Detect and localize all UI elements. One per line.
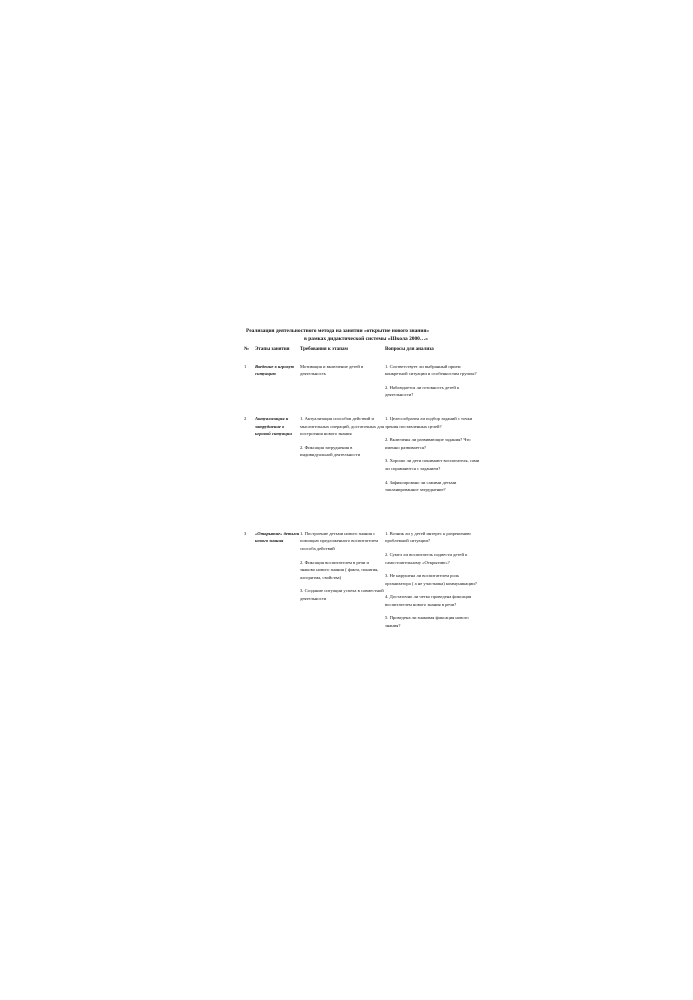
header-questions: Вопросы для анализа — [385, 347, 434, 352]
question-item: 3. Хорошо ли дети понимают воспитателя, сами ли справляются с заданием? — [385, 458, 480, 471]
requirements-cell — [300, 528, 385, 636]
header-stage: Этапы занятия — [255, 347, 290, 352]
question-item: 2. Включены ли развивающие задания? Что именно развивается? — [385, 437, 471, 450]
requirement-item: 1. Актуализация способов действий и мыслительных операций, достаточных для построения нового знания — [300, 415, 384, 437]
stage-name: Актуализация и затруднение в игровой ситуации — [255, 415, 292, 437]
requirement-item: 2. Фиксация затруднения в индивидуальной деятельности — [300, 444, 361, 458]
question-item: 4. Зафиксировано ли самими детьми запланированное затруднение? — [385, 479, 457, 493]
question-item: 3. Не нарушена ли воспитателем роль организатора ( а не участника) коммуникации? — [385, 573, 477, 586]
stage-name: «Открытие» детьми нового знания — [255, 530, 300, 544]
title-line-1: Реализация деятельностного метода на занятии «открытие нового знания» — [246, 328, 430, 334]
row-number: 1 — [244, 363, 247, 369]
question-item: 1. Целесообразен ли подбор заданий с точки зрения поставленных целей? — [385, 415, 473, 429]
requirements-cell — [300, 411, 385, 528]
requirement-item: 2. Фиксация воспитателем в речи и знаково нового знания ( факта, понятия, алгоритма, свойства) — [300, 559, 379, 580]
row-number: 3 — [244, 530, 247, 536]
requirements-cell — [300, 357, 385, 411]
question-item: 2. Сумел ли воспитатель подвести детей к самостоятельному «Открытию»? — [385, 551, 468, 565]
question-item: 5. Проведена ли знаковая фиксация нового знания? — [385, 615, 469, 629]
document-title — [246, 327, 476, 343]
title-line-2: в рамках дидактической системы «Школа 2000…» — [304, 336, 428, 342]
requirement-item: Мотивация и включение детей в деятельность — [300, 363, 364, 377]
question-item: 1. Возник ли у детей интерес к разрешению проблемной ситуации? — [385, 530, 471, 544]
questions-cell — [385, 528, 480, 636]
questions-cell — [385, 357, 480, 411]
table-header-row — [244, 346, 480, 357]
question-item: 1. Соответствует ли выбранный прием конкретной ситуации и особенностям группы? — [385, 363, 477, 377]
table-row — [244, 528, 480, 636]
analysis-table — [244, 346, 480, 636]
header-number: № — [244, 347, 250, 352]
questions-cell — [385, 411, 480, 528]
requirement-item: 1. Построение детьми нового знания с помощью предложенного воспитателем способа действий — [300, 530, 378, 551]
header-requirements: Требования к этапам — [300, 347, 348, 352]
requirement-item: 3. Создание ситуации успеха в совместной деятельности — [300, 588, 384, 601]
table-row — [244, 357, 480, 411]
row-number: 2 — [244, 415, 247, 421]
table-row — [244, 411, 480, 528]
question-item: 2. Наблюдается ли готовность детей к деятельности? — [385, 384, 460, 398]
question-item: 4. Достаточно ли четко проведена фиксация воспитателем нового знания в речи? — [385, 594, 472, 607]
stage-name: Введение в игровую ситуацию — [255, 363, 295, 377]
